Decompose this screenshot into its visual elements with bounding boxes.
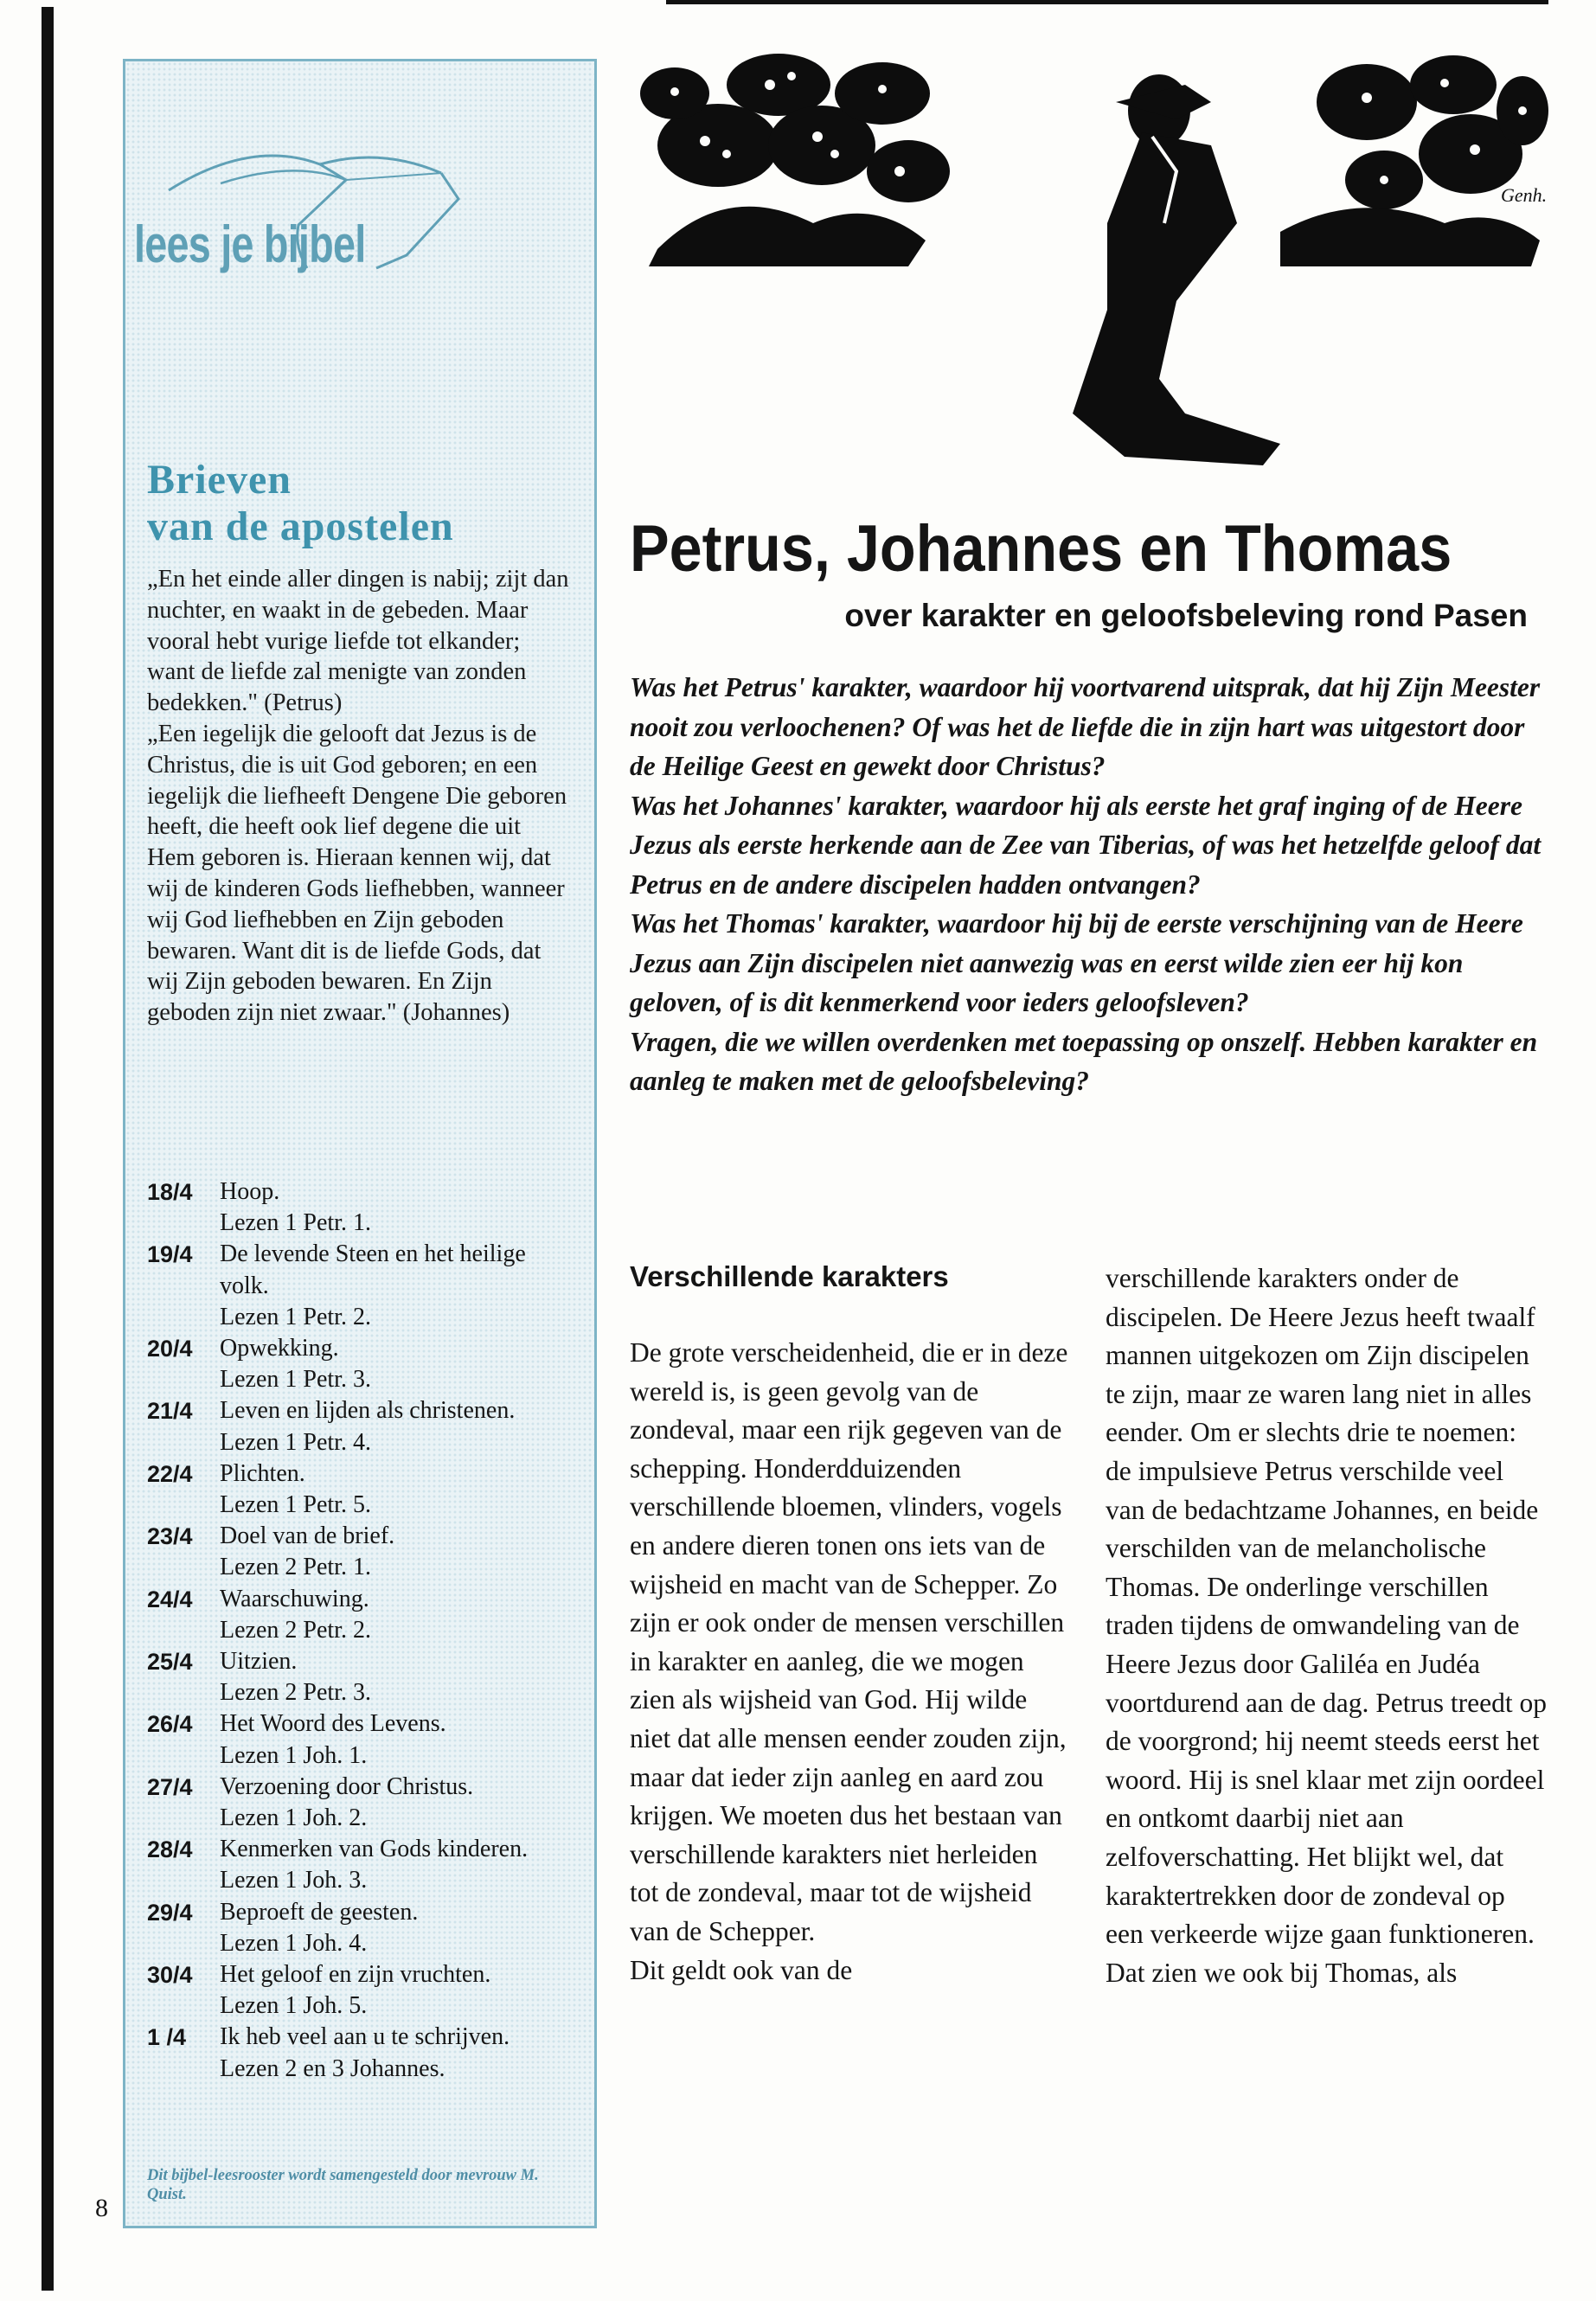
schedule-topic: Doel van de brief. [220,1522,395,1550]
body-paragraph-2: Dit geldt ook van de [630,1954,853,1985]
intro-petrus: Was het Petrus' karakter, waardoor hij voortvarend uitsprak, dat hij Zijn Meester nooit zou verloochenen? Of was het de liefde die in zijn hart was uitgestort door de Heilige Geest en gewekt door Christus? [630,672,1541,781]
quote-johannes: „Een iegelijk die gelooft dat Jezus is de Christus, die is uit God geboren; en een iegelijk die liefheeft Dengene Die geboren heeft, die heeft ook lief degene die uit Hem geboren is. Hieraan kennen wij, dat wij de kinderen Gods liefhebben, wanneer wij God liefhebben en Zijn geboden bewaren. Want dit is de liefde Gods, dat wij Zijn geboden bewaren. En Zijn geboden zijn niet zwaar." (Johannes) [147,720,567,1027]
gethsemane-illustration [623,50,1557,483]
schedule-reading: Lezen 2 Petr. 1. [220,1554,371,1581]
schedule-date: 28/4 [147,1836,193,1863]
schedule-date: 23/4 [147,1523,193,1550]
reading-schedule [147,1176,580,2085]
schedule-row [147,1772,580,1834]
schedule-topic: Verzoening door Christus. [220,1772,474,1800]
schedule-row [147,1521,580,1583]
schedule-reading: Lezen 2 Petr. 3. [220,1679,371,1707]
schedule-row [147,1834,580,1896]
schedule-reading: Lezen 1 Joh. 4. [220,1929,368,1957]
schedule-row [147,1333,580,1395]
schedule-row [147,2022,580,2084]
schedule-date: 21/4 [147,1398,193,1425]
schedule-row [147,1584,580,1646]
schedule-reading: Lezen 1 Joh. 2. [220,1804,368,1832]
sidebar-title [147,457,580,550]
schedule-reading: Lezen 1 Joh. 1. [220,1741,368,1769]
schedule-topic: Waarschuwing. [220,1585,369,1612]
schedule-reading: Lezen 1 Petr. 2. [220,1303,371,1330]
schedule-topic: Beproeft de geesten. [220,1898,419,1926]
schedule-topic: Plichten. [220,1459,305,1487]
schedule-row [147,1646,580,1708]
schedule-reading: Lezen 1 Petr. 3. [220,1366,371,1394]
schedule-date: 27/4 [147,1773,193,1800]
schedule-reading: Lezen 1 Petr. 4. [220,1428,371,1456]
page-number: 8 [95,2194,108,2222]
section-heading: Verschillende karakters [630,1260,949,1292]
schedule-row [147,1239,580,1333]
body-column-right [1106,1259,1547,1992]
schedule-date: 20/4 [147,1336,193,1362]
schedule-topic: Het Woord des Levens. [220,1710,446,1738]
sidebar-quotes [147,564,571,1029]
schedule-reading: Lezen 1 Petr. 5. [220,1491,371,1519]
schedule-topic: Opwekking. [220,1335,339,1362]
sidebar-title-line1: Brieven [147,457,292,503]
article-intro [630,668,1547,1101]
quote-petrus: „En het einde aller dingen is nabij; zijt dan nuchter, en waakt in de gebeden. Maar vooral hebt vurige liefde tot elkander; want de liefde zal menigte van zonden bedekken." (Petrus) [147,566,569,717]
schedule-row [147,1708,580,1771]
schedule-credit: Dit bijbel-leesrooster wordt samengesteld door mevrouw M. Quist. [147,2167,539,2203]
schedule-row [147,1458,580,1521]
schedule-row [147,1959,580,2022]
schedule-row [147,1395,580,1458]
page-edge-bar [42,7,54,2291]
artist-signature: Genh. [1501,184,1548,206]
schedule-date: 26/4 [147,1711,193,1738]
schedule-reading: Lezen 2 Petr. 2. [220,1616,371,1644]
schedule-topic: Leven en lijden als christenen. [220,1397,516,1425]
schedule-date: 19/4 [147,1241,193,1268]
intro-questions: Vragen, die we willen overdenken met toepassing op onszelf. Hebben karakter en aanleg te maken met de geloofsbeleving? [630,1026,1538,1096]
schedule-row [147,1897,580,1959]
schedule-date: 22/4 [147,1460,193,1487]
schedule-topic: Hoop. [220,1178,280,1205]
schedule-reading: Lezen 1 Joh. 5. [220,1992,368,2020]
body-column-left [630,1256,1071,1990]
top-rule [666,0,1548,4]
schedule-topic: Het geloof en zijn vruchten. [220,1961,491,1989]
schedule-reading: Lezen 2 en 3 Johannes. [220,2054,445,2082]
schedule-date: 24/4 [147,1586,193,1612]
schedule-date: 25/4 [147,1649,193,1676]
article-subtitle: over karakter en geloofsbeleving rond Pasen [844,598,1528,633]
schedule-topic: Ik heb veel aan u te schrijven. [220,2023,510,2051]
open-book-logo-icon [35,78,554,337]
body-paragraph-1: De grote verscheidenheid, die er in deze wereld is, is geen gevolg van de zondeval, maar een rijk gegeven van de schepping. Honderdduizenden verschillende bloemen, vlinders, vogels en andere dieren tonen ons iets van de wijsheid en macht van de Schepper. Zo zijn er ook onder de mensen verschillen in karakter en aanleg, die we mogen zien als wijsheid van God. Hij wilde niet dat alle mensen eender zouden zijn, maar dat ieder zijn aanleg en aard zou krijgen. We moeten dus het bestaan van verschillende karakters niet herleiden tot de zondeval, maar tot de wijsheid van de Schepper. [630,1337,1068,1946]
schedule-reading: Lezen 1 Petr. 1. [220,1209,371,1237]
body-paragraph-3: verschillende karakters onder de discipelen. De Heere Jezus heeft twaalf mannen uitgekozen om Zijn discipelen te zijn, maar ze waren lang niet in alles eender. Om er slechts drie te noemen: de impulsieve Petrus verschilde veel van de bedachtzame Johannes, en beide verschilden van de melancholische Thomas. De onderlinge verschillen traden tijdens de omwandeling van de Heere Jezus door Galiléa en Judéa voortdurend aan de dag. Petrus treedt op de voorgrond; hij neemt steeds eerst het woord. Hij is snel klaar met zijn oordeel en ontkomt daarbij niet aan zelfoverschatting. Het blijkt wel, dat karaktertrekken door de zondeval op een verkeerde wijze gaan funktioneren. Dat zien we ook bij Thomas, als [1106,1263,1547,1988]
schedule-row [147,1176,580,1239]
logo-text: lees je bijbel [134,215,366,273]
article-title: Petrus, Johannes en Thomas [630,512,1452,586]
sidebar-title-line2: van de apostelen [147,503,454,549]
schedule-topic: De levende Steen en het heilige volk. [220,1240,526,1299]
schedule-date: 29/4 [147,1899,193,1926]
schedule-topic: Uitzien. [220,1648,298,1676]
schedule-date: 1 /4 [147,2024,187,2051]
schedule-topic: Kenmerken van Gods kinderen. Lezen 1 Joh. 3. [220,1836,529,1894]
intro-thomas: Was het Thomas' karakter, waardoor hij bij de eerste verschijning van de Heere Jezus aan Zijn discipelen niet aanwezig was en eerst wilde zien eer hij kon geloven, of is dit kenmerkend voor ieders geloofsleven? [630,908,1523,1017]
schedule-date: 30/4 [147,1962,193,1989]
schedule-date: 18/4 [147,1179,193,1205]
intro-johannes: Was het Johannes' karakter, waardoor hij als eerste het graf inging of de Heere Jezus als eerste herkende aan de Zee van Tiberias, of was het hetzelfde geloof dat Petrus en de andere discipelen hadden ontvangen? [630,790,1542,900]
